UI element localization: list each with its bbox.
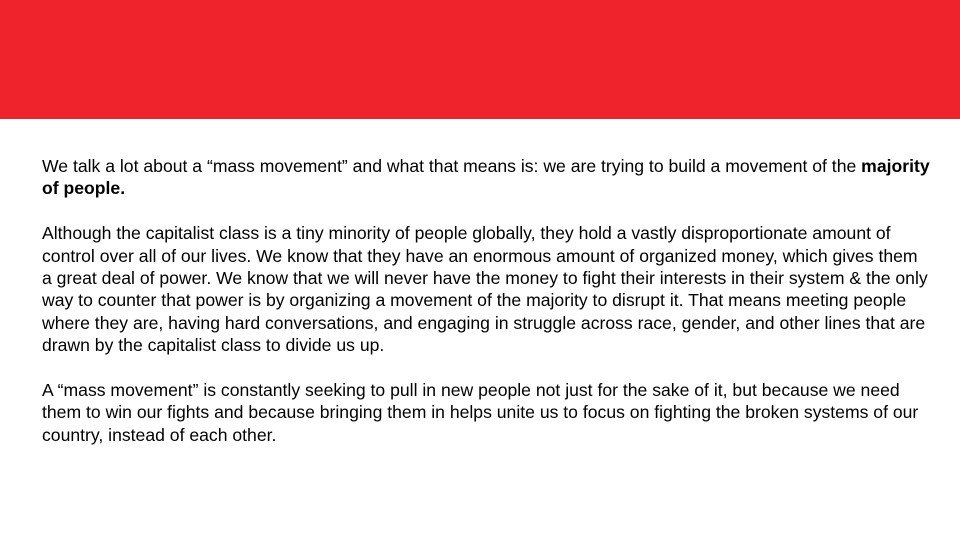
header-banner bbox=[0, 0, 960, 119]
paragraph-capitalist-class: Although the capitalist class is a tiny minority of people globally, they hold a vastly disproportionate amount of control over all of our lives. We know that they have an enormous amount of organized money, which gives them a great deal of power. We know that we will never have the money to fight their interests in their system & the only way to counter that power is by organizing a movement of the majority to disrupt it. That means meeting people where they are, having hard conversations, and engaging in struggle across race, gender, and other lines that are drawn by the capitalist class to divide us up. bbox=[42, 223, 928, 356]
paragraph-mass-movement-purpose: A “mass movement” is constantly seeking to pull in new people not just for the sake of it, but because we need them to win our fights and because bringing them in helps unite us to focus on fighting the broken systems of our country, instead of each other. bbox=[42, 380, 919, 445]
paragraph-mass-movement-intro bbox=[42, 155, 932, 200]
intro-text: We talk a lot about a “mass movement” and what that means is: we are trying to build a movement of the bbox=[42, 156, 862, 176]
slide-body bbox=[42, 155, 932, 446]
intro-emphasis: majority of people. bbox=[42, 156, 930, 199]
